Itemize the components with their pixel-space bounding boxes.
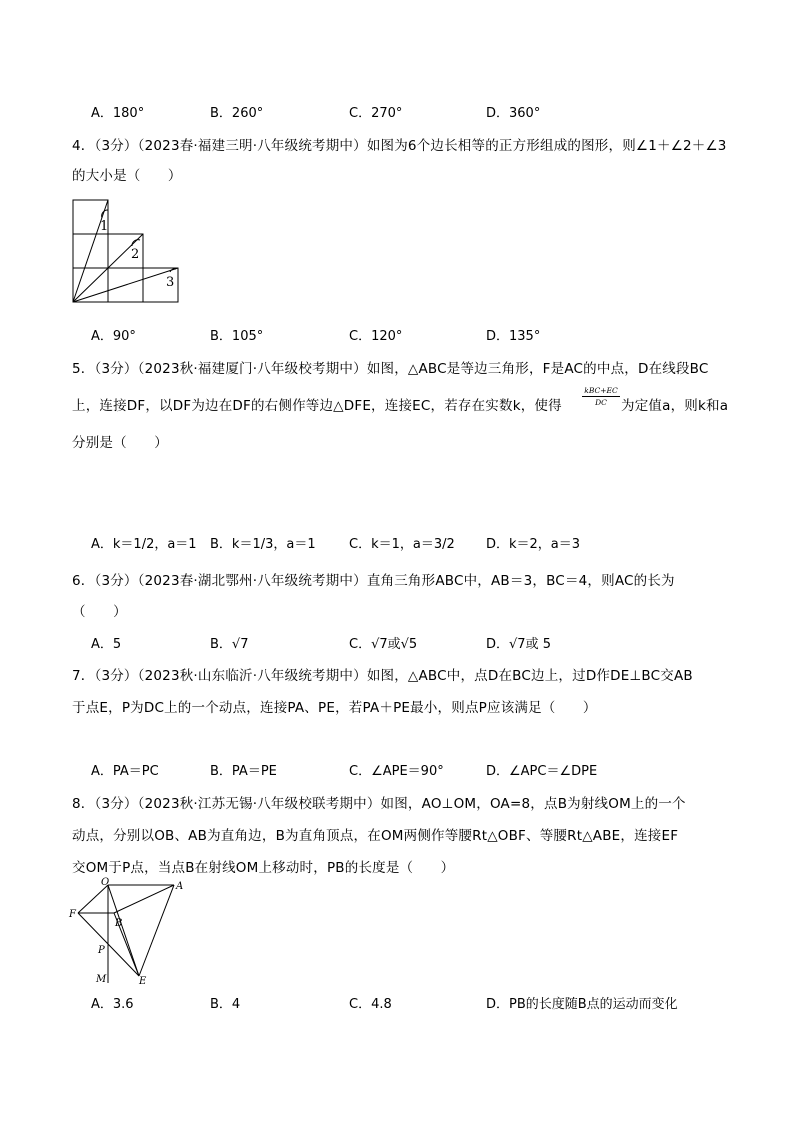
q7-option-c: C．∠APE＝90° — [349, 764, 444, 779]
q8-point-f-label: F — [69, 909, 76, 920]
q5-stem-line3: 分别是（ ） — [72, 435, 168, 451]
q7-stem-line2: 于点E，P为DC上的一个动点，连接PA、PE，若PA＋PE最小，则点P应该满足（ ） — [72, 700, 597, 716]
q8-option-a: A．3.6 — [91, 997, 134, 1012]
q8-option-b: B．4 — [210, 997, 241, 1012]
q4-stem-line2: 的大小是（ ） — [72, 168, 182, 184]
q3-option-b: B．260° — [210, 106, 264, 121]
q4-option-c: C．120° — [349, 329, 403, 344]
q8-point-m-label: M — [96, 974, 107, 985]
q8-point-e-label: E — [139, 976, 147, 987]
q5-stem-line2a: 上，连接DF，以DF为边在DF的右侧作等边△DFE，连接EC，若存在实数k，使得 — [72, 398, 562, 414]
q4-option-a: A．90° — [91, 329, 136, 344]
q5-option-b: B．k＝1/3，a＝1 — [210, 537, 316, 552]
q5-option-c: C．k＝1，a＝3/2 — [349, 537, 455, 552]
q4-stem-line1: 4．（3分）（2023春·福建三明·八年级统考期中）如图为6个边长相等的正方形组成的图形，则∠1＋∠2＋∠3 — [72, 138, 727, 154]
q3-option-c: C．270° — [349, 106, 403, 121]
q4-option-d: D．135° — [486, 329, 541, 344]
q8-stem-line3: 交OM于P点，当点B在射线OM上移动时，PB的长度是（ ） — [72, 860, 455, 876]
q6-option-a: A．5 — [91, 637, 122, 652]
q3-option-a: A．180° — [91, 106, 145, 121]
q5-option-d: D．k＝2，a＝3 — [486, 537, 581, 552]
q4-angle-3-label: 3 — [166, 275, 175, 290]
q8-option-d: D．PB的长度随B点的运动而变化 — [486, 997, 678, 1012]
q8-geometry-figure — [66, 876, 196, 988]
q8-point-b-label: B — [115, 918, 123, 929]
q6-option-c: C．√7或√5 — [349, 637, 418, 652]
q8-stem-line2: 动点，分别以OB、AB为直角边，B为直角顶点，在OM两侧作等腰Rt△OBF、等腰Rt△ABE，连接EF — [72, 828, 679, 844]
q5-option-a: A．k＝1/2，a＝1 — [91, 537, 197, 552]
q7-option-a: A．PA＝PC — [91, 764, 159, 779]
q4-option-b: B．105° — [210, 329, 264, 344]
q6-option-b: B．√7 — [210, 637, 249, 652]
q7-option-b: B．PA＝PE — [210, 764, 277, 779]
q5-fraction-numerator: kBC+EC — [582, 386, 620, 397]
q8-point-o-label: O — [101, 877, 110, 888]
q7-stem-line1: 7．（3分）（2023秋·山东临沂·八年级统考期中）如图，△ABC中，点D在BC边上，过D作DE⊥BC交AB — [72, 668, 693, 684]
q3-option-d: D．360° — [486, 106, 541, 121]
q4-angle-2-label: 2 — [131, 247, 140, 262]
q4-squares-figure — [70, 198, 182, 304]
q5-stem-line1: 5．（3分）（2023秋·福建厦门·八年级校考期中）如图，△ABC是等边三角形，F是AC的中点，D在线段BC — [72, 361, 709, 377]
q8-option-c: C．4.8 — [349, 997, 392, 1012]
q8-stem-line1: 8．（3分）（2023秋·江苏无锡·八年级校联考期中）如图，AO⊥OM，OA=8，点B为射线OM上的一个 — [72, 796, 686, 812]
q6-stem-line1: 6．（3分）（2023春·湖北鄂州·八年级统考期中）直角三角形ABC中，AB＝3，BC＝4，则AC的长为 — [72, 573, 675, 589]
q5-fraction — [582, 386, 620, 408]
q8-point-p-label: P — [98, 945, 105, 956]
q4-angle-1-label: 1 — [100, 219, 109, 234]
q6-option-d: D．√7或 5 — [486, 637, 551, 652]
q6-stem-line2: （ ） — [72, 604, 127, 620]
q5-fraction-denominator: DC — [595, 398, 607, 407]
q5-stem-line2b: 为定值a，则k和a — [621, 398, 729, 414]
q7-option-d: D．∠APC＝∠DPE — [486, 764, 598, 779]
q8-point-a-label: A — [176, 881, 184, 892]
